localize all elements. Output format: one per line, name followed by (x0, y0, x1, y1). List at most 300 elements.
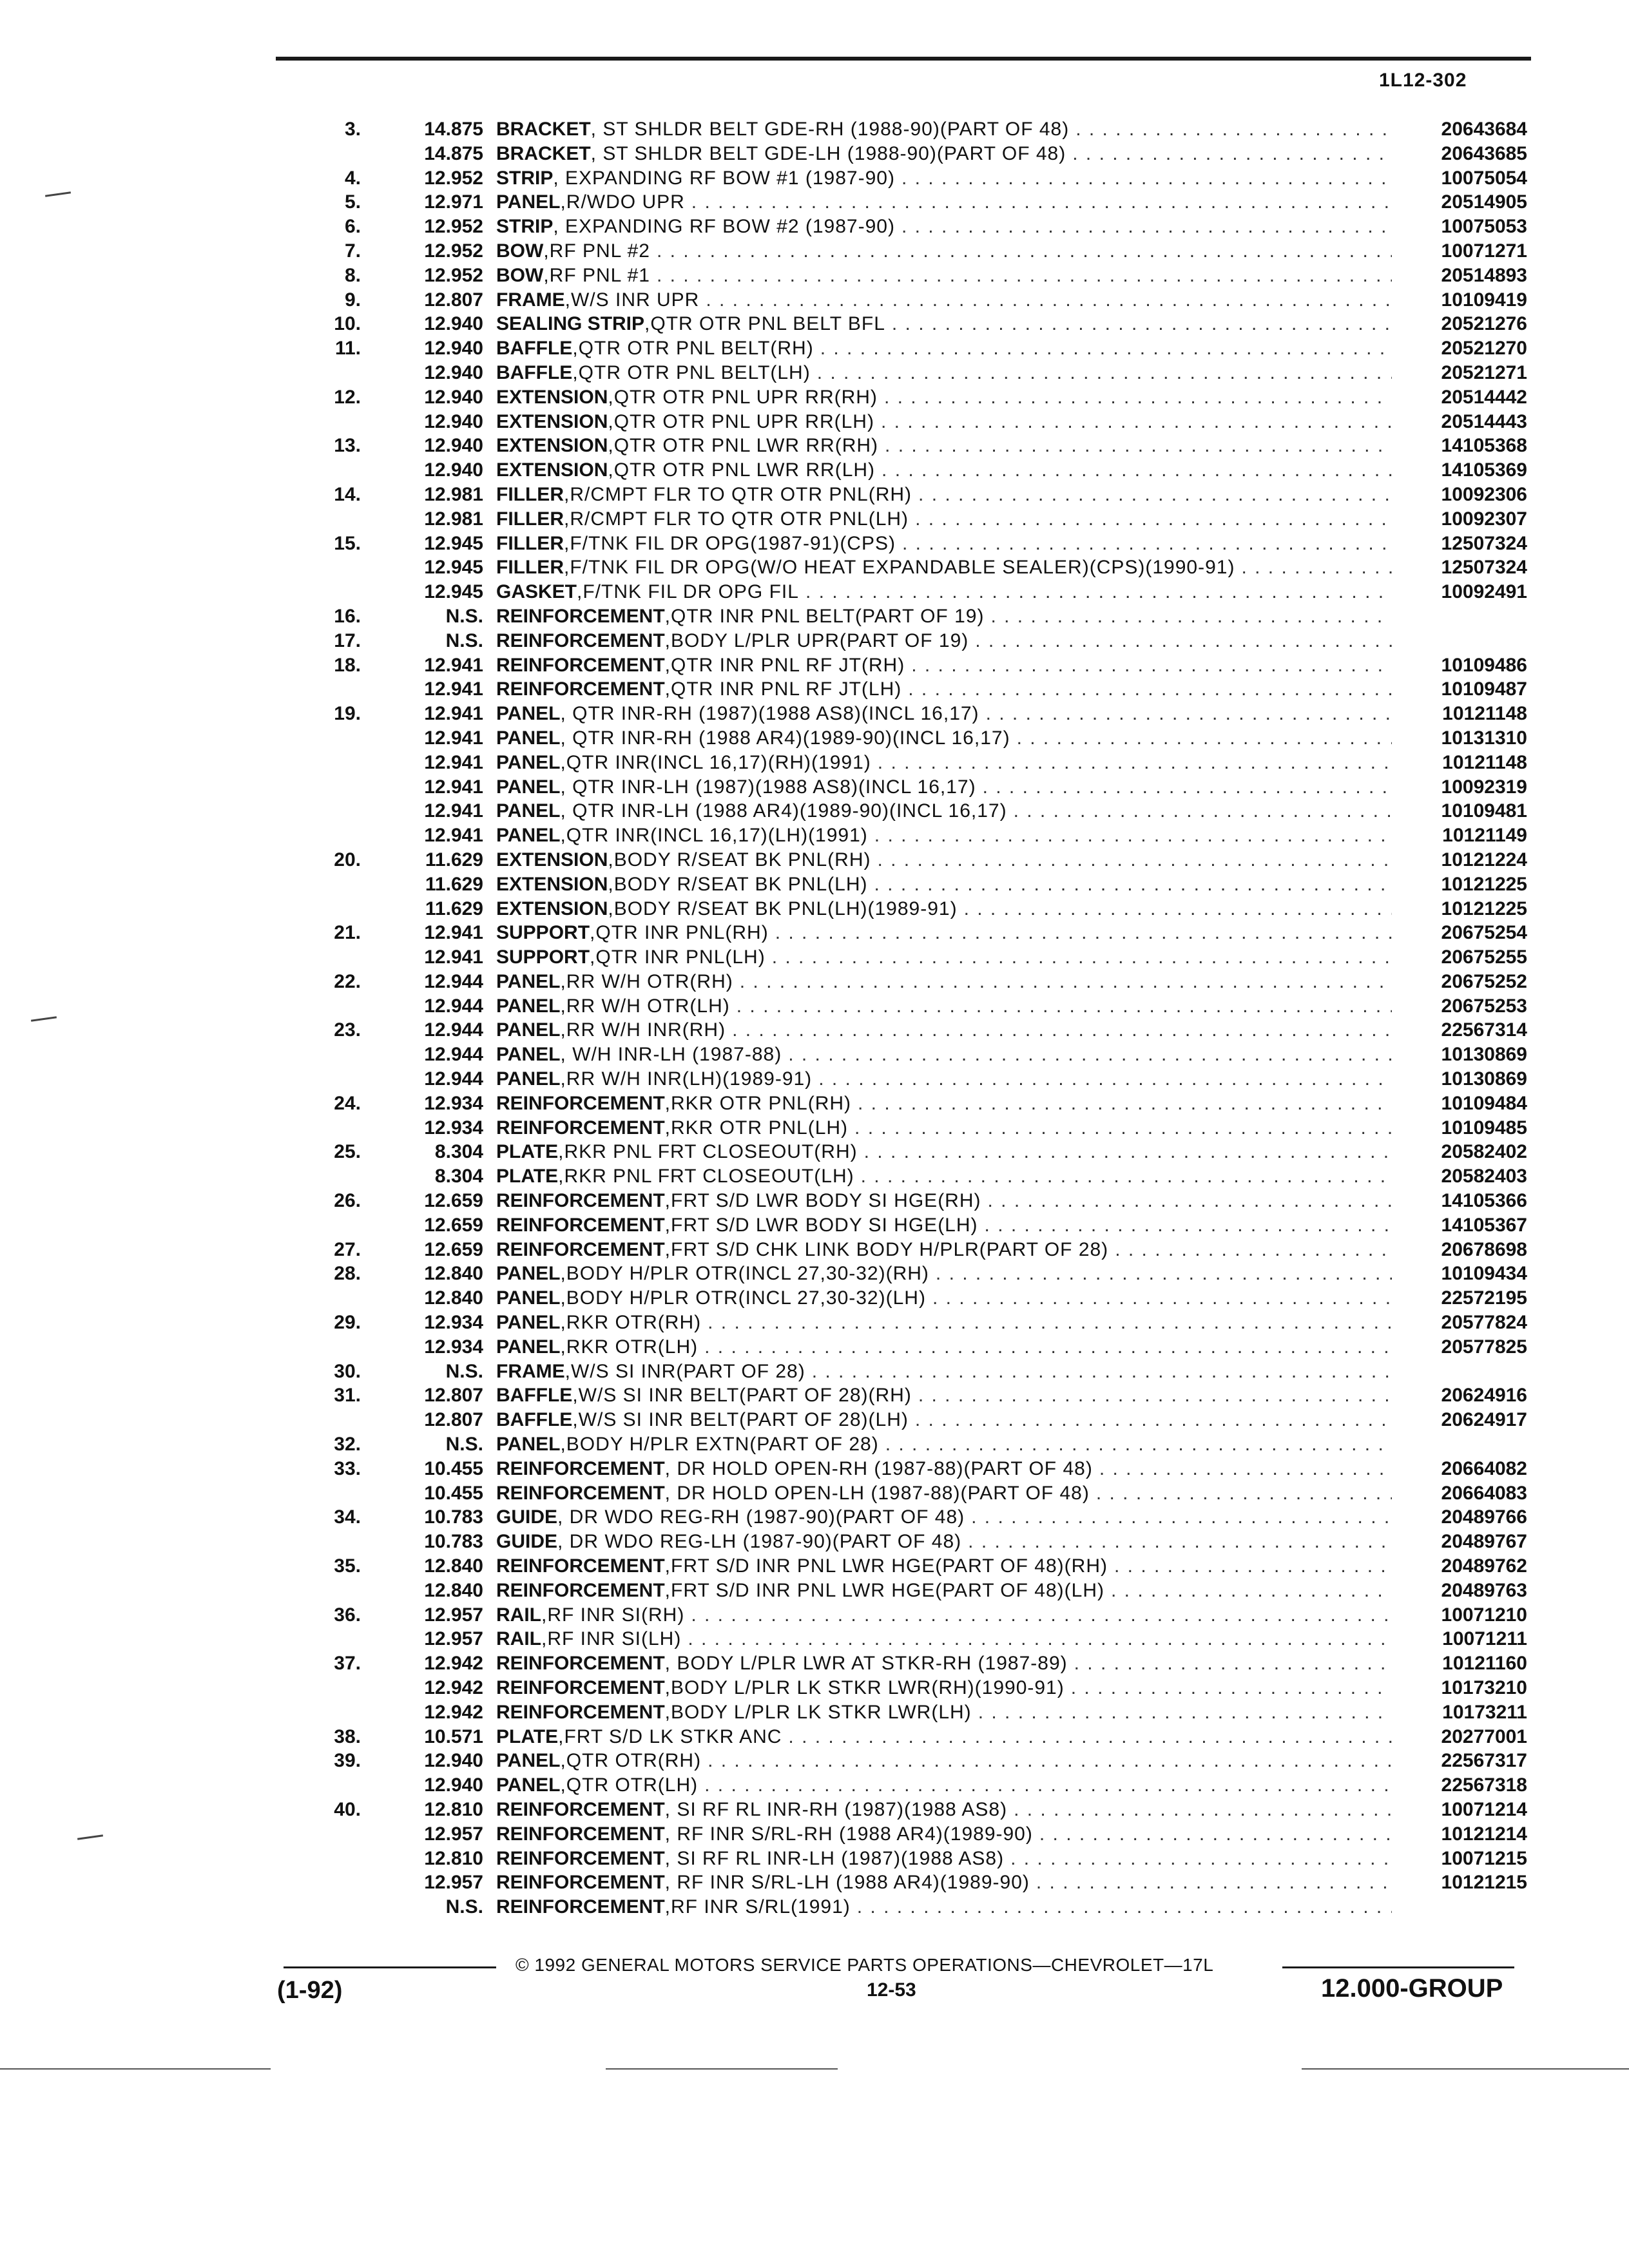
dot-leader (875, 459, 1392, 481)
part-detail: , RF INR S/RL-RH (1988 AR4)(1989-90) (664, 1823, 1033, 1845)
parts-row (0, 1409, 1629, 1434)
part-description (496, 435, 1392, 457)
dot-leader (929, 1263, 1392, 1285)
group-number: N.S. (445, 1360, 483, 1382)
part-noun: REINFORCEMENT (496, 1823, 665, 1845)
part-description (496, 1799, 1392, 1821)
group-number: 12.942 (424, 1701, 483, 1723)
part-number: 20514443 (1441, 410, 1527, 432)
part-noun: PANEL (496, 1434, 561, 1456)
part-noun: BRACKET (496, 119, 591, 140)
parts-row (0, 1190, 1629, 1215)
part-detail: ,QTR OTR(RH) (560, 1750, 702, 1772)
part-detail: ,RF INR SI(RH) (541, 1604, 685, 1626)
part-noun: PANEL (496, 727, 561, 749)
dot-leader (1010, 727, 1392, 749)
part-detail: ,RKR OTR(RH) (560, 1312, 702, 1334)
ref-number: 38. (334, 1725, 361, 1747)
group-number: 12.940 (424, 1750, 483, 1772)
group-number: 12.957 (424, 1872, 483, 1894)
part-detail: ,FRT S/D LWR BODY SI HGE(LH) (664, 1214, 978, 1236)
dot-leader (895, 216, 1392, 238)
copyright-notice: © 1992 GENERAL MOTORS SERVICE PARTS OPERATIONS—CHEVROLET—17L (516, 1955, 1214, 1975)
part-description (496, 630, 1392, 652)
parts-row (0, 1872, 1629, 1896)
dot-leader (811, 362, 1392, 384)
ref-number: 32. (334, 1434, 361, 1456)
part-noun: FILLER (496, 483, 564, 505)
parts-row (0, 1215, 1629, 1239)
part-description (496, 1312, 1392, 1334)
group-number: 12.934 (424, 1117, 483, 1139)
part-description (496, 1580, 1392, 1602)
part-detail: ,RR W/H OTR(RH) (560, 970, 733, 992)
scan-edge-rule (1302, 2068, 1629, 2070)
part-detail: , EXPANDING RF BOW #1 (1987-90) (553, 167, 895, 189)
part-detail: ,W/S SI INR(PART OF 28) (564, 1360, 805, 1382)
part-number: 20521271 (1441, 361, 1527, 383)
parts-row (0, 1336, 1629, 1361)
parts-row (0, 1506, 1629, 1531)
group-number: 12.945 (424, 532, 483, 554)
group-number: 12.944 (424, 1044, 483, 1066)
dot-leader (905, 655, 1392, 677)
part-number: 20489763 (1441, 1579, 1527, 1601)
part-noun: REINFORCEMENT (496, 1579, 665, 1601)
dot-leader (871, 752, 1392, 774)
group-number: 12.944 (424, 995, 483, 1017)
part-number: 20514905 (1441, 191, 1527, 213)
part-noun: PANEL (496, 776, 561, 798)
part-detail: , DR HOLD OPEN-LH (1987-88)(PART OF 48) (664, 1482, 1090, 1504)
dot-leader (879, 1434, 1392, 1456)
part-number: 20489766 (1441, 1506, 1527, 1528)
parts-row (0, 874, 1629, 898)
part-noun: PLATE (496, 1166, 559, 1187)
dot-leader (871, 849, 1392, 871)
part-number: 10109434 (1441, 1263, 1527, 1285)
group-number: 12.952 (424, 216, 483, 238)
dot-leader (1066, 143, 1392, 165)
part-description (496, 1093, 1392, 1115)
group-number: 12.941 (424, 800, 483, 822)
group-number: 10.455 (424, 1457, 483, 1479)
part-detail: ,R/CMPT FLR TO QTR OTR PNL(RH) (564, 483, 912, 505)
part-detail: , QTR INR-LH (1987)(1988 AS8)(INCL 16,17) (560, 776, 976, 798)
group-number: 12.981 (424, 483, 483, 505)
parts-row (0, 922, 1629, 947)
group-number: 12.971 (424, 191, 483, 213)
part-description (496, 1336, 1392, 1358)
dot-leader (650, 240, 1392, 262)
part-detail: ,RF PNL #2 (543, 240, 650, 262)
part-description (496, 581, 1392, 603)
group-number: 12.942 (424, 1677, 483, 1698)
parts-row (0, 1287, 1629, 1312)
part-number: 10071214 (1441, 1798, 1527, 1820)
part-number: 14105367 (1441, 1214, 1527, 1236)
part-noun: PANEL (496, 1044, 561, 1066)
parts-row (0, 727, 1629, 752)
part-detail: ,FRT S/D LWR BODY SI HGE(RH) (664, 1190, 981, 1212)
part-number: 20514893 (1441, 264, 1527, 286)
part-detail: ,BODY H/PLR OTR(INCL 27,30-32)(RH) (560, 1263, 929, 1285)
part-number: 20624917 (1441, 1409, 1527, 1431)
part-noun: GASKET (496, 581, 577, 603)
part-detail: , DR WDO REG-LH (1987-90)(PART OF 48) (557, 1531, 962, 1553)
part-detail: , ST SHLDR BELT GDE-LH (1988-90)(PART OF 48) (590, 142, 1066, 164)
part-detail: , QTR INR-LH (1988 AR4)(1989-90)(INCL 16,17) (560, 800, 1007, 822)
part-number: 10071215 (1441, 1847, 1527, 1869)
ref-number: 26. (334, 1190, 361, 1212)
part-detail: ,RKR OTR PNL(RH) (664, 1092, 852, 1114)
part-noun: BOW (496, 264, 544, 286)
dot-leader (976, 776, 1392, 798)
part-description (496, 459, 1392, 481)
part-description (496, 557, 1392, 579)
parts-row (0, 1361, 1629, 1385)
parts-row (0, 1263, 1629, 1287)
ref-number: 5. (344, 191, 361, 213)
dot-leader (868, 825, 1392, 847)
part-noun: PANEL (496, 1019, 561, 1041)
part-description (496, 1823, 1392, 1845)
part-noun: REINFORCEMENT (496, 1555, 665, 1577)
part-number: 10121148 (1442, 751, 1527, 773)
part-number: 20675254 (1441, 922, 1527, 944)
part-description (496, 874, 1392, 896)
dot-leader (984, 606, 1392, 628)
part-noun: FILLER (496, 557, 564, 579)
part-description (496, 678, 1392, 700)
group-number: 12.807 (424, 1409, 483, 1431)
dot-leader (1104, 1580, 1392, 1602)
part-noun: STRIP (496, 167, 554, 189)
part-description (496, 168, 1392, 189)
parts-row (0, 1044, 1629, 1068)
part-number: 20582403 (1441, 1166, 1527, 1187)
dot-leader (909, 508, 1392, 530)
group-number: 12.941 (424, 727, 483, 749)
part-noun: REINFORCEMENT (496, 1190, 665, 1212)
parts-row (0, 143, 1629, 168)
part-noun: EXTENSION (496, 386, 608, 408)
part-noun: REINFORCEMENT (496, 1798, 665, 1820)
part-description (496, 703, 1392, 725)
dot-leader (1090, 1483, 1392, 1504)
part-description (496, 289, 1392, 311)
parts-row (0, 1555, 1629, 1580)
dot-leader (701, 1312, 1392, 1334)
revision-date: (1-92) (277, 1977, 343, 2004)
ref-number: 12. (334, 386, 361, 408)
part-noun: BAFFLE (496, 361, 573, 383)
part-detail: , RF INR S/RL-LH (1988 AR4)(1989-90) (664, 1872, 1030, 1894)
dot-leader (650, 265, 1392, 287)
dot-leader (699, 289, 1392, 311)
parts-row (0, 168, 1629, 192)
dot-leader (912, 484, 1392, 506)
parts-row (0, 1068, 1629, 1093)
ref-number: 29. (334, 1312, 361, 1334)
part-number: 10109484 (1441, 1092, 1527, 1114)
group-number: 10.571 (424, 1725, 483, 1747)
ref-number: 24. (334, 1092, 361, 1114)
parts-row (0, 1141, 1629, 1166)
part-description (496, 1019, 1392, 1041)
dot-leader (1030, 1872, 1392, 1894)
part-noun: FRAME (496, 289, 565, 311)
part-noun: REINFORCEMENT (496, 1117, 665, 1139)
part-noun: PANEL (496, 1774, 561, 1796)
part-number: 10121215 (1441, 1872, 1527, 1894)
part-description (496, 1385, 1392, 1407)
part-number: 20675252 (1441, 970, 1527, 992)
part-description (496, 800, 1392, 822)
part-noun: PANEL (496, 800, 561, 822)
part-detail: ,F/TNK FIL DR OPG(1987-91)(CPS) (564, 532, 896, 554)
group-number: 12.810 (424, 1847, 483, 1869)
group-number: 12.957 (424, 1823, 483, 1845)
part-number: 14105368 (1441, 435, 1527, 457)
part-number: 22572195 (1441, 1287, 1527, 1309)
part-noun: REINFORCEMENT (496, 1872, 665, 1894)
part-noun: REINFORCEMENT (496, 1457, 665, 1479)
group-number: N.S. (445, 629, 483, 651)
dot-leader (1093, 1458, 1392, 1480)
part-detail: ,F/TNK FIL DR OPG(W/O HEAT EXPANDABLE SEALER)(CPS)(1990-91) (564, 557, 1235, 579)
dot-leader (730, 995, 1392, 1017)
part-detail: ,QTR INR PNL BELT(PART OF 19) (664, 605, 985, 627)
part-noun: REINFORCEMENT (496, 1653, 665, 1675)
parts-list (0, 119, 1629, 1921)
group-number: 11.629 (425, 873, 483, 895)
ref-number: 13. (334, 435, 361, 457)
group-number: 14.875 (424, 142, 483, 164)
part-number: 20678698 (1441, 1238, 1527, 1260)
group-number: 12.659 (424, 1190, 483, 1212)
part-noun: PANEL (496, 1263, 561, 1285)
parts-row (0, 387, 1629, 411)
group-number: 12.941 (424, 825, 483, 847)
dot-leader (868, 874, 1393, 896)
dot-leader (854, 1166, 1392, 1187)
part-noun: GUIDE (496, 1506, 558, 1528)
part-description (496, 1361, 1392, 1383)
dot-leader (782, 1044, 1392, 1066)
part-description (496, 1848, 1392, 1870)
ref-number: 30. (334, 1360, 361, 1382)
page-code: 1L12-302 (1379, 70, 1467, 91)
part-number: 20489762 (1441, 1555, 1527, 1577)
dot-leader (874, 411, 1392, 433)
parts-row (0, 1604, 1629, 1629)
part-description (496, 216, 1392, 238)
part-number: 20489767 (1441, 1531, 1527, 1553)
parts-row (0, 1677, 1629, 1702)
part-description (496, 508, 1392, 530)
dot-leader (1007, 1799, 1392, 1821)
part-description (496, 1287, 1392, 1309)
part-number: 12507324 (1441, 557, 1527, 579)
part-description (496, 1190, 1392, 1212)
ref-number: 23. (334, 1019, 361, 1041)
parts-row (0, 898, 1629, 923)
part-noun: BAFFLE (496, 1385, 573, 1407)
part-noun: REINFORCEMENT (496, 1092, 665, 1114)
part-detail: ,QTR OTR PNL BELT(RH) (572, 338, 814, 360)
dot-leader (698, 1336, 1392, 1358)
dot-leader (1065, 1677, 1392, 1699)
part-detail: ,R/CMPT FLR TO QTR OTR PNL(LH) (564, 508, 909, 530)
part-number: 20664083 (1441, 1482, 1527, 1504)
dot-leader (895, 168, 1392, 189)
parts-row (0, 1166, 1629, 1190)
parts-row (0, 557, 1629, 581)
part-noun: PANEL (496, 1312, 561, 1334)
part-detail: , BODY L/PLR LWR AT STKR-RH (1987-89) (664, 1653, 1068, 1675)
part-detail: ,QTR OTR(LH) (560, 1774, 699, 1796)
part-noun: REINFORCEMENT (496, 1214, 665, 1236)
group-number: 12.941 (424, 751, 483, 773)
part-number: 20624916 (1441, 1385, 1527, 1407)
part-detail: ,FRT S/D CHK LINK BODY H/PLR(PART OF 28) (664, 1238, 1109, 1260)
part-detail: ,BODY L/PLR UPR(PART OF 19) (664, 629, 969, 651)
parts-row (0, 1019, 1629, 1044)
parts-row (0, 995, 1629, 1020)
parts-row (0, 338, 1629, 362)
dot-leader (812, 1068, 1392, 1090)
parts-row (0, 581, 1629, 606)
dot-leader (909, 1409, 1392, 1431)
ref-number: 18. (334, 654, 361, 676)
part-noun: REINFORCEMENT (496, 629, 665, 651)
part-number: 10092319 (1441, 776, 1527, 798)
part-detail: ,FRT S/D INR PNL LWR HGE(PART OF 48)(RH) (664, 1555, 1108, 1577)
group-number: 12.840 (424, 1555, 483, 1577)
part-noun: RAIL (496, 1604, 541, 1626)
part-noun: REINFORCEMENT (496, 1677, 665, 1698)
ref-number: 7. (344, 240, 361, 262)
part-number: 20577824 (1441, 1312, 1527, 1334)
part-description (496, 1750, 1392, 1772)
group-number: 12.940 (424, 338, 483, 360)
part-number: 10071210 (1441, 1604, 1527, 1626)
part-number: 10071271 (1441, 240, 1527, 262)
dot-leader (878, 435, 1392, 457)
part-number: 10173210 (1441, 1677, 1527, 1698)
group-number: 12.981 (424, 508, 483, 530)
part-noun: SEALING STRIP (496, 313, 645, 335)
parts-row (0, 971, 1629, 995)
part-number: 20643684 (1441, 119, 1527, 140)
part-description (496, 1215, 1392, 1236)
page-number: 12-53 (867, 1979, 916, 2001)
part-noun: PANEL (496, 191, 561, 213)
parts-row (0, 1093, 1629, 1117)
ref-number: 16. (334, 605, 361, 627)
parts-row (0, 1896, 1629, 1921)
part-noun: EXTENSION (496, 898, 608, 919)
parts-row (0, 655, 1629, 679)
part-detail: ,BODY H/PLR EXTN(PART OF 28) (560, 1434, 879, 1456)
part-noun: PANEL (496, 1068, 561, 1090)
dot-leader (685, 191, 1392, 213)
part-noun: REINFORCEMENT (496, 1701, 665, 1723)
part-description (496, 752, 1392, 774)
parts-row (0, 1483, 1629, 1507)
part-noun: PLATE (496, 1725, 559, 1747)
part-number: 10121160 (1442, 1653, 1527, 1675)
dot-leader (1069, 119, 1392, 140)
part-number: 20577825 (1441, 1336, 1527, 1358)
part-description (496, 971, 1392, 993)
group-number: 12.957 (424, 1628, 483, 1650)
part-description (496, 1774, 1392, 1796)
part-number: 20675253 (1441, 995, 1527, 1017)
part-number: 10130869 (1441, 1068, 1527, 1090)
part-number: 10121148 (1442, 703, 1527, 725)
part-detail: ,BODY R/SEAT BK PNL(RH) (608, 849, 871, 870)
part-noun: STRIP (496, 216, 554, 238)
group-number: 10.783 (424, 1506, 483, 1528)
part-number: 10121225 (1441, 873, 1527, 895)
ref-number: 9. (344, 289, 361, 311)
group-number: 12.810 (424, 1798, 483, 1820)
dot-leader (701, 1750, 1392, 1772)
part-detail: ,BODY L/PLR LK STKR LWR(LH) (664, 1701, 972, 1723)
part-noun: REINFORCEMENT (496, 1896, 665, 1918)
part-description (496, 191, 1392, 213)
parts-row (0, 752, 1629, 776)
group-number: N.S. (445, 605, 483, 627)
part-detail: ,R/WDO UPR (560, 191, 685, 213)
group-number: 12.942 (424, 1653, 483, 1675)
part-description (496, 387, 1392, 408)
part-description (496, 1263, 1392, 1285)
dot-leader (912, 1385, 1392, 1407)
part-detail: ,BODY H/PLR OTR(INCL 27,30-32)(LH) (560, 1287, 926, 1309)
part-description (496, 1506, 1392, 1528)
group-number: 10.455 (424, 1482, 483, 1504)
part-noun: PANEL (496, 1287, 561, 1309)
group-number: 12.941 (424, 654, 483, 676)
part-detail: ,QTR INR(INCL 16,17)(RH)(1991) (560, 751, 871, 773)
part-number: 20521276 (1441, 313, 1527, 335)
parts-row (0, 1702, 1629, 1726)
top-rule (276, 57, 1531, 61)
part-noun: EXTENSION (496, 849, 608, 870)
parts-row (0, 1799, 1629, 1823)
part-noun: BAFFLE (496, 338, 573, 360)
part-description (496, 1458, 1392, 1480)
part-description (496, 240, 1392, 262)
group-number: 12.940 (424, 459, 483, 481)
part-noun: REINFORCEMENT (496, 654, 665, 676)
part-number: 20675255 (1441, 947, 1527, 968)
part-description (496, 1653, 1392, 1675)
part-description (496, 922, 1392, 944)
group-number: 12.945 (424, 581, 483, 603)
part-description (496, 1044, 1392, 1066)
group-number: 12.941 (424, 776, 483, 798)
part-detail: ,QTR INR PNL(LH) (590, 947, 766, 968)
part-number: 10092306 (1441, 483, 1527, 505)
part-number: 10092491 (1441, 581, 1527, 603)
part-detail: ,QTR OTR PNL LWR RR(RH) (608, 435, 879, 457)
parts-row (0, 191, 1629, 216)
ref-number: 6. (344, 216, 361, 238)
